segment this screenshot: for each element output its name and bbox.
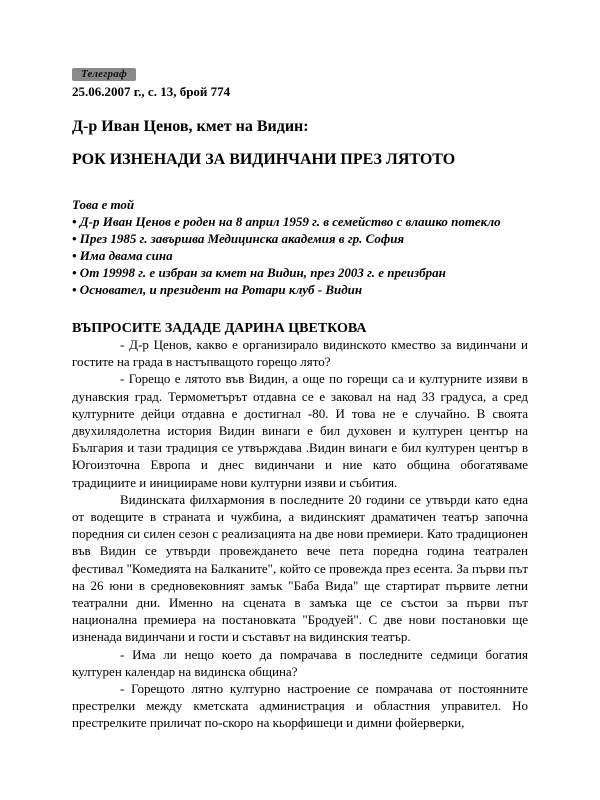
bio-item: • Д-р Иван Ценов е роден на 8 април 1959 г. в семейство с влашко потекло [72, 214, 501, 229]
article-body [72, 336, 528, 732]
body-paragraph: - Горещото лятно културно настроение се помрачава от постоянните престрелки между кметската администрация и областния управител. Но престрелките приличат по-скоро на кьорфишеци и димни фойерверки, [72, 681, 528, 731]
bio-item: • Има двама сина [72, 248, 173, 263]
bio-heading: Това е той [72, 197, 135, 212]
bio-box [72, 196, 532, 298]
article-headline: РОК ИЗНЕНАДИ ЗА ВИДИНЧАНИ ПРЕЗ ЛЯТОТО [72, 151, 456, 168]
body-paragraph: - Има ли нещо което да помрачава в последните седмици богатия културен календар на видинска община? [72, 646, 528, 679]
newspaper-logo [72, 68, 136, 81]
bio-item: • Основател, и президент на Ротари клуб - Видин [72, 282, 363, 297]
logo-text: Телеграф [81, 68, 127, 80]
byline: ВЪПРОСИТЕ ЗАДАДЕ ДАРИНА ЦВЕТКОВА [72, 321, 367, 336]
publication-meta: 25.06.2007 г., с. 13, брой 774 [72, 84, 231, 99]
body-paragraph: Видинската филхармония в последните 20 години се утвърди като една от водещите в страната и чужбина, а видинският драматичен театър започна поредния си силен сезон с реализацията на две нови премиери. Като традиционен във Видин се утвърди провеждането вече пета поредна година театрален фестивал "Комедията на Балканите", който се провежда през есента. За първи път на 26 юни в средновековният замък "Баба Вида" ще стартират първите летни театрални дни. Именно на сцената в замъка ще се състои за първи път национална премиера на постановката "Бродуей". С две нови постановки ще изненада видинчани и гости и съставът на видинския театър. [72, 491, 528, 645]
body-paragraph: - Д-р Ценов, какво е организирало видинското кмество за видинчани и гостите на града в настъпващото горещо лято? [72, 337, 528, 370]
bio-item: • През 1985 г. завършва Медицинска академия в гр. София [72, 231, 405, 246]
article-title: Д-р Иван Ценов, кмет на Видин: [72, 118, 309, 135]
body-paragraph: - Горещо е лятото във Видин, а още по горещи са и културните изяви в дунавския град. Термометърът отдавна се е заковал на над 33 градуса, а сред културните дейци отдавна е достигнал -80. И това не е случайно. В своята двухилядолетна история Видин винаги е бил духовен и културен център на България и тази традиция се утвърждава .Видин винаги е бил културен център в Югоизточна Европа и днес видинчани и ние като община обогатяваме традициите и инициираме нови културни изяви и събития. [72, 371, 528, 490]
bio-item: • От 19998 г. е избран за кмет на Видин, през 2003 г. е преизбран [72, 265, 446, 280]
